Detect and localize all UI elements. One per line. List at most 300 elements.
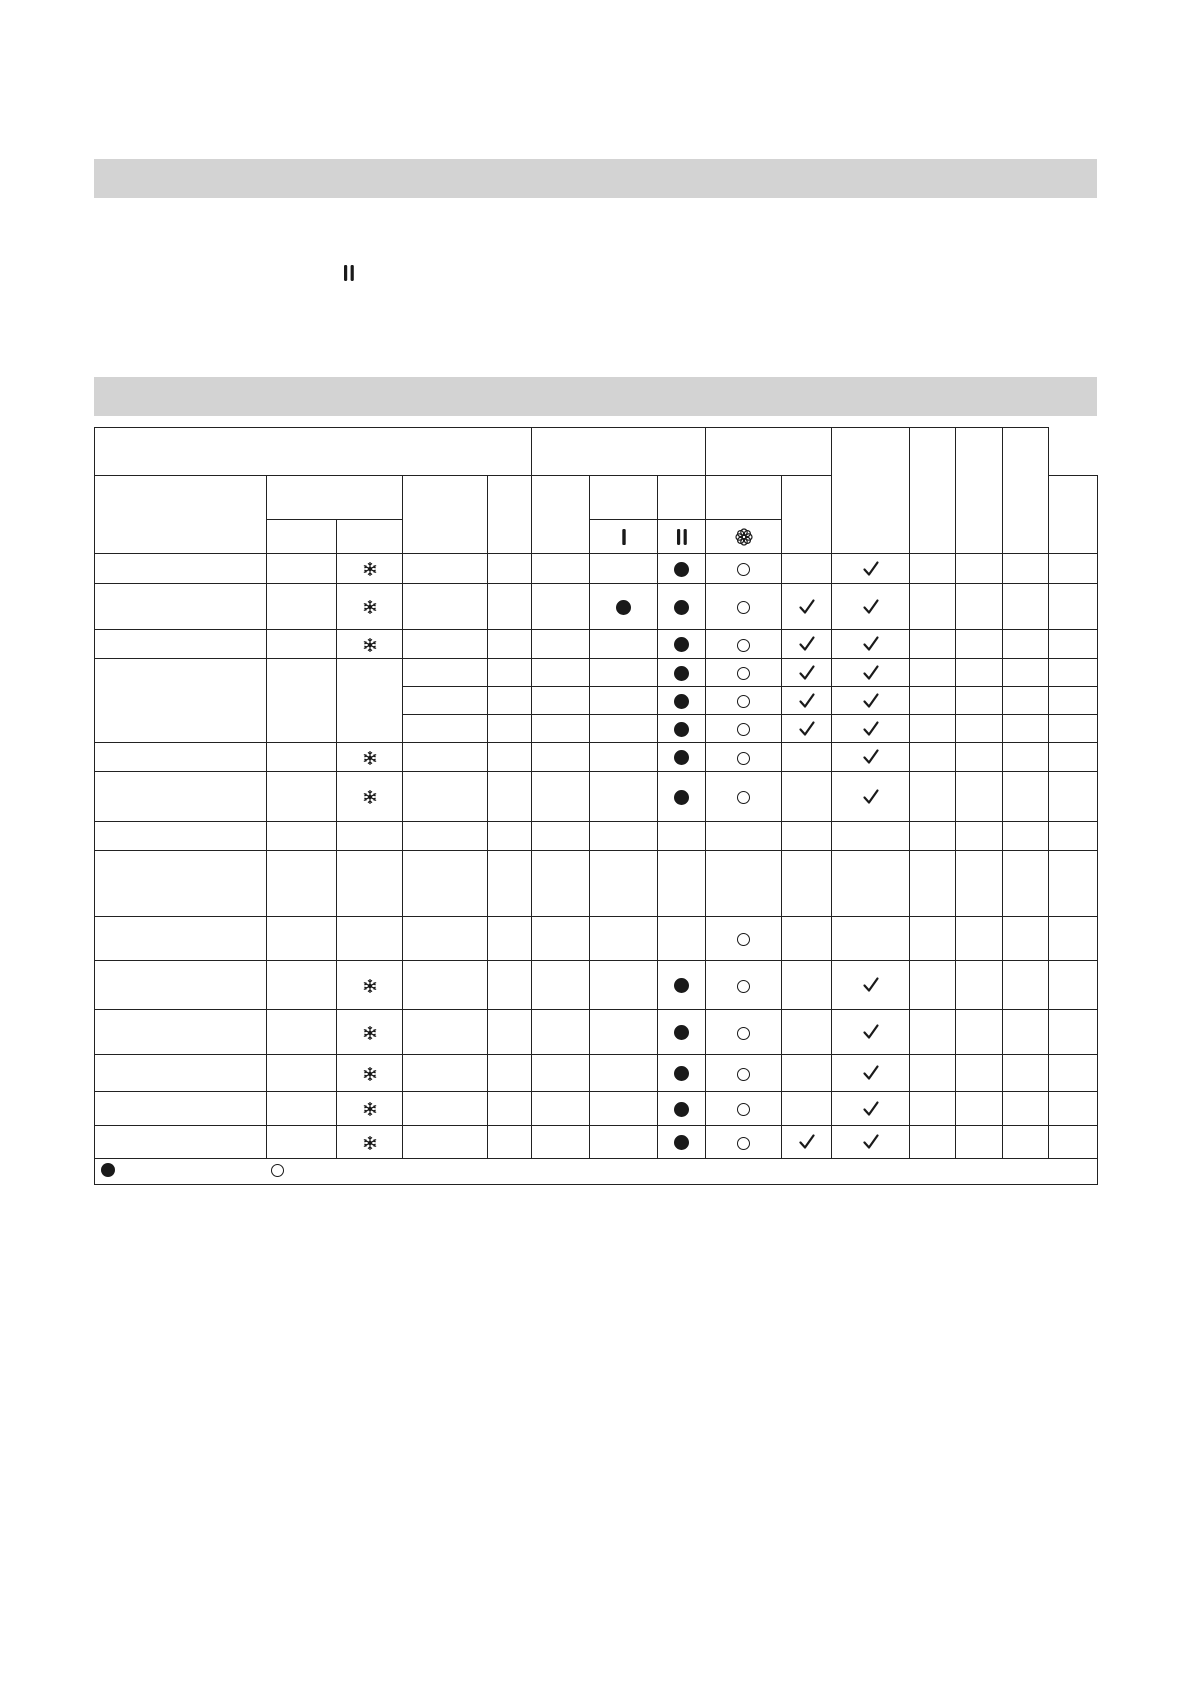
table-cell (956, 554, 1003, 584)
table-cell (1003, 1055, 1049, 1092)
table-cell (706, 1126, 782, 1159)
filled-circle-icon (674, 1135, 689, 1150)
filled-circle-icon (674, 790, 689, 805)
table-cell (910, 715, 956, 743)
open-circle-icon (737, 639, 750, 652)
table-cell (488, 554, 532, 584)
open-circle-icon (737, 980, 750, 993)
table-cell (706, 1055, 782, 1092)
table-cell (706, 715, 782, 743)
table-cell (403, 851, 488, 917)
snow-cell (337, 1126, 403, 1159)
table-cell (403, 659, 488, 687)
snow-cell (337, 961, 403, 1010)
single-bar-header (590, 520, 658, 554)
table-cell (832, 917, 910, 961)
table-cell (488, 630, 532, 659)
table-cell (832, 851, 910, 917)
table-cell (1049, 1126, 1098, 1159)
table-cell (956, 822, 1003, 851)
table-cell (910, 584, 956, 630)
table-cell (590, 1092, 658, 1126)
table-cell (532, 851, 590, 917)
flower-header (706, 520, 782, 554)
table-cell (910, 961, 956, 1010)
snow-cell (337, 1055, 403, 1092)
table-cell (532, 772, 590, 822)
snowflake-icon (362, 561, 378, 577)
table-cell (267, 822, 337, 851)
header-cell (782, 476, 832, 554)
row-label-cell (95, 851, 267, 917)
table-cell (910, 1010, 956, 1055)
header-cell (1003, 428, 1049, 554)
table-cell (832, 687, 910, 715)
table-cell (956, 851, 1003, 917)
table-row (95, 1055, 1098, 1092)
table-cell (488, 917, 532, 961)
table-cell (488, 1126, 532, 1159)
table-row (95, 659, 1098, 687)
row-label-cell (95, 630, 267, 659)
table-row (95, 584, 1098, 630)
table-cell (658, 1092, 706, 1126)
row-label-cell (95, 554, 267, 584)
table-cell (658, 630, 706, 659)
table-cell (956, 1055, 1003, 1092)
header-cell (658, 476, 706, 520)
table-cell (910, 822, 956, 851)
double-bar-header (658, 520, 706, 554)
table-cell (1049, 743, 1098, 772)
table-row (95, 961, 1098, 1010)
table-cell (1003, 687, 1049, 715)
table-cell (488, 1010, 532, 1055)
table-cell (956, 961, 1003, 1010)
filled-circle-icon (674, 978, 689, 993)
snow-cell (337, 851, 403, 917)
open-circle-icon (737, 1103, 750, 1116)
table-cell (267, 851, 337, 917)
table-cell (658, 584, 706, 630)
table-cell (267, 659, 337, 743)
table-cell (532, 659, 590, 687)
table-cell (1049, 715, 1098, 743)
table-cell (532, 687, 590, 715)
header-cell (910, 428, 956, 554)
table-cell (782, 659, 832, 687)
row-label-cell (95, 1126, 267, 1159)
table-cell (1003, 822, 1049, 851)
check-mark-icon (862, 748, 880, 766)
table-cell (488, 851, 532, 917)
table-cell (403, 822, 488, 851)
table-cell (910, 917, 956, 961)
table-cell (956, 687, 1003, 715)
check-mark-icon (862, 788, 880, 806)
snow-cell (337, 743, 403, 772)
table-cell (267, 630, 337, 659)
snowflake-icon (362, 1025, 378, 1041)
snow-cell (337, 554, 403, 584)
check-mark-icon (862, 720, 880, 738)
table-cell (910, 743, 956, 772)
table-cell (910, 851, 956, 917)
row-label-cell (95, 1092, 267, 1126)
snow-cell (337, 584, 403, 630)
table-cell (956, 772, 1003, 822)
filled-circle-icon (674, 562, 689, 577)
table-row (95, 1010, 1098, 1055)
table-cell (532, 743, 590, 772)
table-cell (590, 687, 658, 715)
table-cell (267, 1126, 337, 1159)
compatibility-table (94, 427, 1098, 1185)
table-cell (658, 1055, 706, 1092)
table-cell (782, 715, 832, 743)
check-mark-icon (798, 720, 816, 738)
table-cell (590, 659, 658, 687)
table-cell (1003, 1126, 1049, 1159)
open-circle-icon (737, 601, 750, 614)
table-cell (706, 659, 782, 687)
table-cell (403, 1010, 488, 1055)
check-mark-icon (862, 976, 880, 994)
table-cell (532, 1055, 590, 1092)
table-cell (1003, 659, 1049, 687)
check-mark-icon (798, 1133, 816, 1151)
header-cell (532, 476, 590, 554)
table-cell (832, 743, 910, 772)
table-cell (532, 1092, 590, 1126)
snowflake-icon (362, 750, 378, 766)
table-cell (832, 1126, 910, 1159)
table-cell (782, 1010, 832, 1055)
table-cell (1049, 1055, 1098, 1092)
table-cell (590, 1055, 658, 1092)
table-cell (706, 554, 782, 584)
double-bar-icon (675, 528, 689, 546)
table-row (95, 743, 1098, 772)
header-row-1 (95, 428, 1098, 476)
header-cell (488, 476, 532, 554)
filled-circle-icon (674, 1025, 689, 1040)
table-cell (782, 822, 832, 851)
check-mark-icon (862, 1064, 880, 1082)
open-circle-icon (737, 695, 750, 708)
table-cell (1003, 851, 1049, 917)
table-cell (532, 630, 590, 659)
check-mark-icon (862, 598, 880, 616)
filled-circle-icon (101, 1163, 115, 1177)
filled-circle-icon (616, 600, 631, 615)
table-cell (488, 822, 532, 851)
table-cell (590, 584, 658, 630)
table-cell (706, 917, 782, 961)
snow-cell (337, 822, 403, 851)
table-cell (832, 584, 910, 630)
table-cell (532, 822, 590, 851)
table-cell (488, 687, 532, 715)
table-cell (910, 630, 956, 659)
table-cell (706, 772, 782, 822)
check-mark-icon (862, 635, 880, 653)
table-cell (532, 584, 590, 630)
table-cell (590, 715, 658, 743)
table-cell (782, 554, 832, 584)
row-label-cell (95, 743, 267, 772)
table-cell (706, 822, 782, 851)
snowflake-icon (362, 599, 378, 615)
table-row (95, 1126, 1098, 1159)
legend-row (95, 1159, 1098, 1185)
table-cell (956, 630, 1003, 659)
table-cell (403, 1092, 488, 1126)
snowflake-icon (362, 637, 378, 653)
filled-circle-icon (674, 1066, 689, 1081)
header-cell (95, 428, 532, 476)
open-circle-icon (737, 667, 750, 680)
open-circle-icon (737, 752, 750, 765)
header-cell (956, 428, 1003, 554)
table-cell (832, 630, 910, 659)
table-cell (658, 743, 706, 772)
table-cell (1003, 772, 1049, 822)
table-cell (956, 715, 1003, 743)
row-label-cell (95, 772, 267, 822)
single-bar-icon (621, 528, 627, 546)
table-cell (782, 961, 832, 1010)
table-cell (910, 1055, 956, 1092)
table-cell (488, 1092, 532, 1126)
table-cell (590, 554, 658, 584)
table-cell (403, 554, 488, 584)
table-cell (267, 917, 337, 961)
filled-circle-icon (674, 750, 689, 765)
table-cell (832, 1092, 910, 1126)
row-label-cell (95, 1055, 267, 1092)
table-cell (532, 961, 590, 1010)
table-cell (832, 659, 910, 687)
table-cell (956, 1092, 1003, 1126)
row-label-cell (95, 1010, 267, 1055)
open-circle-icon (737, 1137, 750, 1150)
snow-cell (337, 659, 403, 743)
table-row (95, 851, 1098, 917)
header-cell (706, 428, 832, 476)
table-cell (590, 822, 658, 851)
table-cell (590, 772, 658, 822)
table-cell (590, 630, 658, 659)
table-cell (1049, 554, 1098, 584)
table-cell (1003, 584, 1049, 630)
table-cell (706, 1092, 782, 1126)
open-circle-icon (737, 1068, 750, 1081)
header-cell (706, 476, 782, 520)
table-cell (706, 584, 782, 630)
table-cell (832, 822, 910, 851)
snowflake-icon (362, 789, 378, 805)
row-label-cell (95, 822, 267, 851)
snowflake-icon (362, 1101, 378, 1117)
snow-cell (337, 772, 403, 822)
table-cell (403, 1126, 488, 1159)
check-mark-icon (862, 692, 880, 710)
table-cell (403, 630, 488, 659)
table-cell (1049, 961, 1098, 1010)
table-cell (956, 1010, 1003, 1055)
table-cell (1049, 851, 1098, 917)
table-cell (782, 917, 832, 961)
table-cell (658, 554, 706, 584)
table-cell (706, 630, 782, 659)
header-cell (1049, 476, 1098, 554)
check-mark-icon (862, 1023, 880, 1041)
table-cell (658, 715, 706, 743)
table-cell (403, 743, 488, 772)
table-cell (590, 1010, 658, 1055)
snowflake-icon (362, 1135, 378, 1151)
table-cell (782, 1092, 832, 1126)
table-cell (488, 584, 532, 630)
open-circle-icon (737, 563, 750, 576)
table-cell (832, 961, 910, 1010)
table-cell (488, 743, 532, 772)
open-circle-icon (737, 791, 750, 804)
header-cell (95, 476, 267, 554)
table-cell (590, 1126, 658, 1159)
check-mark-icon (798, 664, 816, 682)
table-cell (910, 687, 956, 715)
table-cell (1003, 917, 1049, 961)
table-cell (706, 961, 782, 1010)
table-cell (1003, 743, 1049, 772)
header-cell (337, 520, 403, 554)
table-cell (782, 1055, 832, 1092)
table-cell (706, 687, 782, 715)
table-cell (1003, 715, 1049, 743)
header-cell (832, 428, 910, 554)
table-cell (782, 1126, 832, 1159)
table-cell (782, 630, 832, 659)
table-cell (488, 772, 532, 822)
table-cell (1003, 961, 1049, 1010)
check-mark-icon (862, 664, 880, 682)
table-row (95, 554, 1098, 584)
table-row (95, 822, 1098, 851)
section-header-band-1 (94, 159, 1097, 198)
table-cell (956, 743, 1003, 772)
filled-circle-icon (674, 637, 689, 652)
table-cell (1049, 584, 1098, 630)
table-cell (590, 851, 658, 917)
table-cell (658, 961, 706, 1010)
open-circle-icon (271, 1164, 284, 1177)
open-circle-icon (737, 933, 750, 946)
table-cell (782, 772, 832, 822)
check-mark-icon (798, 692, 816, 710)
table-cell (403, 917, 488, 961)
table-cell (532, 1126, 590, 1159)
table-cell (403, 687, 488, 715)
table-cell (488, 659, 532, 687)
header-cell (267, 520, 337, 554)
table-row (95, 772, 1098, 822)
table-cell (267, 554, 337, 584)
table-cell (532, 715, 590, 743)
table-cell (832, 1055, 910, 1092)
header-cell (267, 476, 403, 520)
table-cell (658, 851, 706, 917)
table-cell (658, 772, 706, 822)
table-cell (956, 584, 1003, 630)
section-header-band-2 (94, 377, 1097, 416)
table-cell (706, 743, 782, 772)
table-cell (403, 961, 488, 1010)
row-label-cell (95, 961, 267, 1010)
table-cell (1049, 822, 1098, 851)
table-cell (532, 1010, 590, 1055)
table-cell (956, 917, 1003, 961)
header-cell (590, 476, 658, 520)
table-cell (532, 554, 590, 584)
table-cell (1003, 1092, 1049, 1126)
table-cell (782, 584, 832, 630)
table-cell (832, 554, 910, 584)
table-cell (1049, 630, 1098, 659)
table-cell (1003, 1010, 1049, 1055)
table-cell (532, 917, 590, 961)
filled-circle-icon (674, 666, 689, 681)
table-cell (1049, 659, 1098, 687)
flower-icon (734, 527, 754, 547)
table-cell (832, 772, 910, 822)
table-cell (488, 715, 532, 743)
table-cell (488, 961, 532, 1010)
table-cell (658, 917, 706, 961)
filled-circle-icon (674, 1102, 689, 1117)
table-cell (267, 961, 337, 1010)
table-cell (1049, 1092, 1098, 1126)
open-circle-icon (737, 1027, 750, 1040)
legend-filled (101, 1163, 121, 1177)
table-cell (658, 822, 706, 851)
table-cell (1049, 687, 1098, 715)
table-cell (267, 1092, 337, 1126)
table-cell (658, 1126, 706, 1159)
check-mark-icon (862, 1133, 880, 1151)
table-cell (590, 743, 658, 772)
table-cell (1049, 772, 1098, 822)
filled-circle-icon (674, 600, 689, 615)
header-cell (403, 476, 488, 554)
table-cell (590, 961, 658, 1010)
snow-cell (337, 1010, 403, 1055)
check-mark-icon (798, 635, 816, 653)
table-cell (910, 659, 956, 687)
table-row (95, 630, 1098, 659)
table-cell (1003, 554, 1049, 584)
table-cell (403, 1055, 488, 1092)
table-cell (267, 772, 337, 822)
snow-cell (337, 630, 403, 659)
table-cell (267, 1055, 337, 1092)
row-label-cell (95, 584, 267, 630)
filled-circle-icon (674, 694, 689, 709)
table-cell (910, 772, 956, 822)
table-cell (488, 1055, 532, 1092)
check-mark-icon (862, 1100, 880, 1118)
